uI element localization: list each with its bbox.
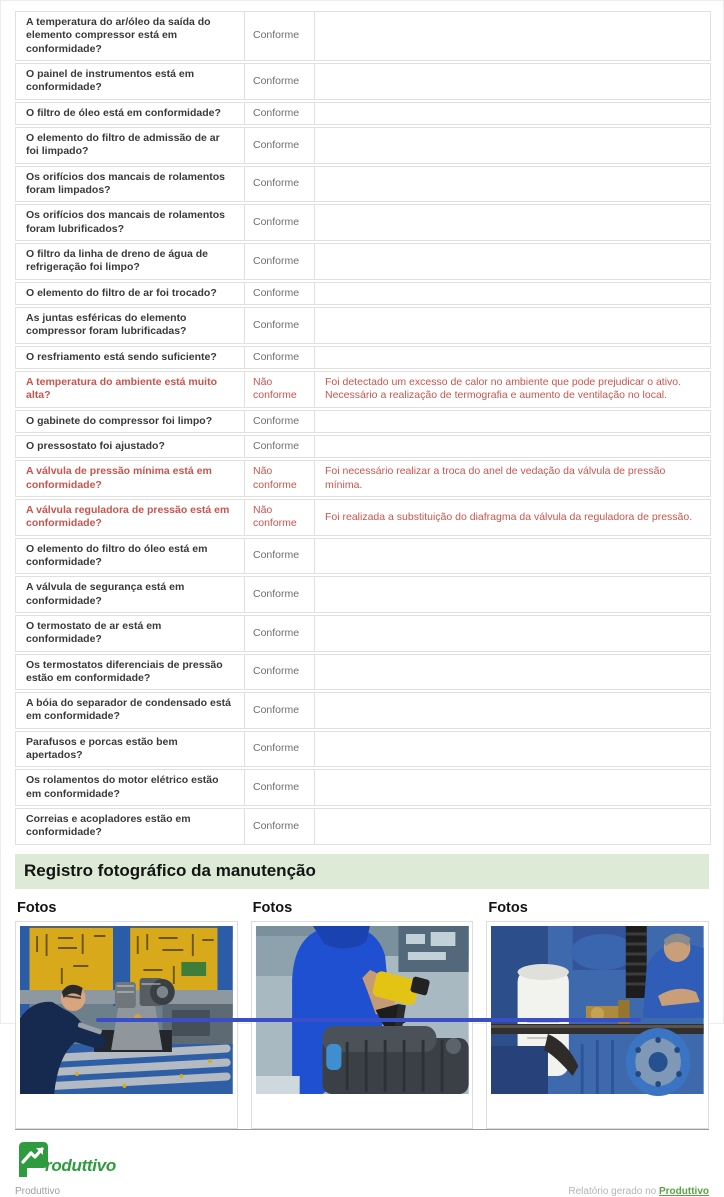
photo-group-2	[251, 898, 474, 1129]
checklist-row	[15, 127, 711, 164]
checklist-status: Conforme	[245, 166, 315, 203]
checklist-status: Conforme	[245, 435, 315, 458]
checklist-row	[15, 11, 711, 61]
checklist-status: Conforme	[245, 282, 315, 305]
footer-company: Produttivo	[15, 1185, 61, 1197]
produttivo-link[interactable]: Produttivo	[659, 1185, 709, 1197]
checklist-status: Conforme	[245, 654, 315, 691]
checklist-question: As juntas esféricas do elemento compressor foram lubrificadas?	[15, 307, 245, 344]
checklist-status: Conforme	[245, 576, 315, 613]
checklist-observation	[315, 102, 711, 125]
photo-group-3-label: Fotos	[488, 899, 528, 916]
photo-section-title: Registro fotográfico da manutenção	[15, 854, 709, 889]
checklist-status: Conforme	[245, 808, 315, 845]
checklist-observation	[315, 346, 711, 369]
checklist-row	[15, 460, 711, 497]
checklist-row	[15, 102, 711, 125]
checklist-observation	[315, 63, 711, 100]
photos-row	[15, 898, 709, 1129]
checklist-question: O elemento do filtro do óleo está em conformidade?	[15, 538, 245, 575]
maintenance-photo-2	[256, 926, 469, 1094]
checklist-question: A temperatura do ambiente está muito alta?	[15, 371, 245, 408]
checklist-observation: Foi detectado um excesso de calor no ambiente que pode prejudicar o ativo. Necessário a realização de termografia e aumento de ventilação no local.	[315, 371, 711, 408]
photo-card-2	[251, 921, 474, 1129]
checklist-status: Conforme	[245, 538, 315, 575]
checklist-status: Não conforme	[245, 460, 315, 497]
checklist-question: A válvula de segurança está em conformidade?	[15, 576, 245, 613]
checklist-status: Conforme	[245, 769, 315, 806]
checklist-observation	[315, 808, 711, 845]
checklist-status: Conforme	[245, 102, 315, 125]
checklist-status: Conforme	[245, 346, 315, 369]
maintenance-photo-1	[20, 926, 233, 1094]
checklist-row	[15, 615, 711, 652]
checklist-observation	[315, 243, 711, 280]
checklist-question: A bóia do separador de condensado está em conformidade?	[15, 692, 245, 729]
photo-caption-2	[256, 1094, 469, 1124]
checklist-observation: Foi necessário realizar a troca do anel de vedação da válvula de pressão mínima.	[315, 460, 711, 497]
checklist-observation	[315, 654, 711, 691]
checklist-table	[15, 9, 711, 847]
checklist-status: Conforme	[245, 410, 315, 433]
checklist-row	[15, 654, 711, 691]
checklist-status: Conforme	[245, 731, 315, 768]
checklist-row	[15, 692, 711, 729]
checklist-row	[15, 808, 711, 845]
checklist-status: Conforme	[245, 615, 315, 652]
checklist-question: O painel de instrumentos está em conformidade?	[15, 63, 245, 100]
checklist-observation	[315, 410, 711, 433]
checklist-status: Conforme	[245, 127, 315, 164]
checklist-question: O resfriamento está sendo suficiente?	[15, 346, 245, 369]
photo-group-1-label: Fotos	[17, 899, 57, 916]
checklist-question: O termostato de ar está em conformidade?	[15, 615, 245, 652]
checklist-row	[15, 282, 711, 305]
checklist-question: O pressostato foi ajustado?	[15, 435, 245, 458]
checklist-observation	[315, 576, 711, 613]
checklist-row	[15, 204, 711, 241]
checklist-observation	[315, 11, 711, 61]
checklist-status: Não conforme	[245, 371, 315, 408]
checklist-status: Conforme	[245, 307, 315, 344]
checklist-row	[15, 576, 711, 613]
photo-group-2-label: Fotos	[252, 899, 293, 916]
photo-caption-1	[20, 1094, 233, 1124]
checklist-observation	[315, 692, 711, 729]
checklist-status: Conforme	[245, 692, 315, 729]
checklist-observation	[315, 282, 711, 305]
checklist-row	[15, 769, 711, 806]
checklist-observation	[315, 166, 711, 203]
checklist-row	[15, 63, 711, 100]
checklist-status: Conforme	[245, 243, 315, 280]
bottom-scrollbar[interactable]	[96, 1018, 641, 1022]
photo-card-1	[15, 921, 238, 1129]
photo-group-3	[486, 898, 709, 1129]
checklist-row	[15, 243, 711, 280]
checklist-question: A válvula reguladora de pressão está em conformidade?	[15, 499, 245, 536]
produttivo-logo-word: roduttivo	[45, 1155, 116, 1175]
photo-group-1	[15, 898, 238, 1129]
photo-card-3	[486, 921, 709, 1129]
checklist-observation	[315, 307, 711, 344]
checklist-row	[15, 499, 711, 536]
checklist-question: O filtro da linha de dreno de água de refrigeração foi limpo?	[15, 243, 245, 280]
checklist-body	[15, 11, 711, 845]
produttivo-logo	[17, 1141, 723, 1178]
checklist-question: A válvula de pressão mínima está em conformidade?	[15, 460, 245, 497]
checklist-observation: Foi realizada a substituição do diafragma da válvula da reguladora de pressão.	[315, 499, 711, 536]
maintenance-photo-3	[491, 926, 704, 1094]
checklist-row	[15, 435, 711, 458]
checklist-question: Os termostatos diferenciais de pressão estão em conformidade?	[15, 654, 245, 691]
checklist-status: Conforme	[245, 63, 315, 100]
footer-row	[15, 1186, 709, 1197]
checklist-question: O gabinete do compressor foi limpo?	[15, 410, 245, 433]
checklist-status: Conforme	[245, 11, 315, 61]
photo-caption-3	[491, 1094, 704, 1124]
footer-generated	[568, 1186, 709, 1197]
checklist-observation	[315, 538, 711, 575]
footer-generated-text: Relatório gerado no	[568, 1185, 659, 1197]
checklist-observation	[315, 204, 711, 241]
checklist-question: A temperatura do ar/óleo da saída do elemento compressor está em conformidade?	[15, 11, 245, 61]
checklist-observation	[315, 615, 711, 652]
checklist-observation	[315, 435, 711, 458]
checklist-observation	[315, 769, 711, 806]
checklist-row	[15, 307, 711, 344]
checklist-question: O filtro de óleo está em conformidade?	[15, 102, 245, 125]
checklist-row	[15, 346, 711, 369]
checklist-question: Os orifícios dos mancais de rolamentos foram lubrificados?	[15, 204, 245, 241]
checklist-observation	[315, 127, 711, 164]
checklist-row	[15, 731, 711, 768]
checklist-question: O elemento do filtro de ar foi trocado?	[15, 282, 245, 305]
checklist-question: O elemento do filtro de admissão de ar foi limpado?	[15, 127, 245, 164]
checklist-row	[15, 538, 711, 575]
checklist-question: Parafusos e porcas estão bem apertados?	[15, 731, 245, 768]
checklist-question: Os rolamentos do motor elétrico estão em conformidade?	[15, 769, 245, 806]
checklist-row	[15, 166, 711, 203]
checklist-question: Correias e acopladores estão em conformidade?	[15, 808, 245, 845]
checklist-row	[15, 410, 711, 433]
checklist-status: Não conforme	[245, 499, 315, 536]
footer-divider	[15, 1129, 709, 1130]
checklist-status: Conforme	[245, 204, 315, 241]
checklist-question: Os orifícios dos mancais de rolamentos foram limpados?	[15, 166, 245, 203]
checklist-row	[15, 371, 711, 408]
checklist-observation	[315, 731, 711, 768]
